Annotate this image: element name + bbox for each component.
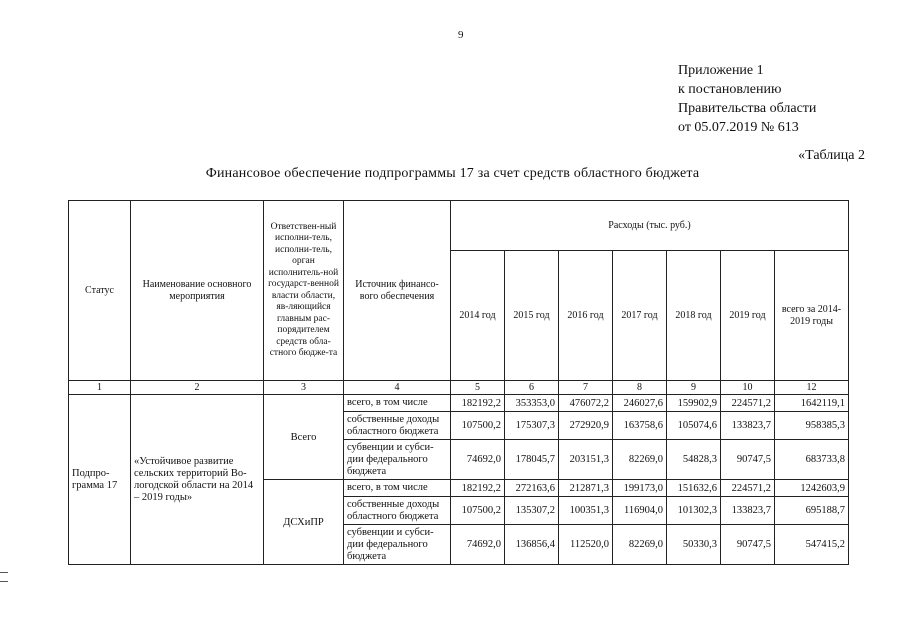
- value-cell: 50330,3: [667, 525, 721, 565]
- header-expenses: Расходы (тыс. руб.): [451, 201, 849, 251]
- value-cell: 133823,7: [721, 412, 775, 440]
- executor-cell: Всего: [264, 395, 344, 480]
- value-cell: 199173,0: [613, 480, 667, 497]
- column-number-row: [69, 381, 849, 395]
- value-cell: 74692,0: [451, 440, 505, 480]
- header-executor: Ответствен-ный исполни-тель, исполни-тель, орган исполнитель-ной государст-венной власти области, яв-ляющийся главным рас-порядителем средств обла-стного бюдже-та: [264, 201, 344, 381]
- value-cell: 54828,3: [667, 440, 721, 480]
- source-cell: субвенции и субси-дии федерального бюджета: [344, 440, 451, 480]
- source-cell: собственные доходы областного бюджета: [344, 497, 451, 525]
- source-cell: собственные доходы областного бюджета: [344, 412, 451, 440]
- column-number: 4: [344, 381, 451, 395]
- measure-name-cell: «Устойчивое развитие сельских территорий Во-логодской области на 2014 – 2019 годы»: [131, 395, 264, 565]
- column-number: 9: [667, 381, 721, 395]
- annex-line-3: Правительства области: [678, 101, 817, 116]
- value-cell: 74692,0: [451, 525, 505, 565]
- page-number: 9: [458, 29, 464, 41]
- value-cell: 212871,3: [559, 480, 613, 497]
- status-cell: Подпро-грамма 17: [69, 395, 131, 565]
- executor-cell: ДСХиПР: [264, 480, 344, 565]
- value-cell: 101302,3: [667, 497, 721, 525]
- value-cell: 90747,5: [721, 525, 775, 565]
- total-cell: 695188,7: [775, 497, 849, 525]
- column-number: 5: [451, 381, 505, 395]
- margin-mark: [0, 572, 8, 573]
- total-cell: 1642119,1: [775, 395, 849, 412]
- annex-line-1: Приложение 1: [678, 63, 764, 78]
- total-cell: 547415,2: [775, 525, 849, 565]
- value-cell: 105074,6: [667, 412, 721, 440]
- source-cell: всего, в том числе: [344, 480, 451, 497]
- value-cell: 272163,6: [505, 480, 559, 497]
- column-number: 1: [69, 381, 131, 395]
- source-cell: всего, в том числе: [344, 395, 451, 412]
- margin-mark: [0, 581, 8, 582]
- header-year: 2014 год: [451, 251, 505, 381]
- column-number: 7: [559, 381, 613, 395]
- table-row: [69, 395, 849, 412]
- column-number: 12: [775, 381, 849, 395]
- value-cell: 353353,0: [505, 395, 559, 412]
- value-cell: 224571,2: [721, 480, 775, 497]
- document-title: Финансовое обеспечение подпрограммы 17 за счет средств областного бюджета: [205, 166, 700, 181]
- value-cell: 272920,9: [559, 412, 613, 440]
- header-status: Статус: [69, 201, 131, 381]
- header-year: 2016 год: [559, 251, 613, 381]
- header-measure-name: Наименование основного мероприятия: [131, 201, 264, 381]
- annex-line-2: к постановлению: [678, 82, 782, 97]
- header-source: Источник финансо-вого обеспечения: [344, 201, 451, 381]
- value-cell: 112520,0: [559, 525, 613, 565]
- value-cell: 224571,2: [721, 395, 775, 412]
- value-cell: 151632,6: [667, 480, 721, 497]
- value-cell: 203151,3: [559, 440, 613, 480]
- column-number: 8: [613, 381, 667, 395]
- table-label: «Таблица 2: [798, 148, 865, 163]
- value-cell: 82269,0: [613, 440, 667, 480]
- value-cell: 135307,2: [505, 497, 559, 525]
- value-cell: 182192,2: [451, 395, 505, 412]
- value-cell: 246027,6: [613, 395, 667, 412]
- value-cell: 133823,7: [721, 497, 775, 525]
- annex-block: [678, 61, 816, 137]
- total-cell: 683733,8: [775, 440, 849, 480]
- column-number: 3: [264, 381, 344, 395]
- column-number: 6: [505, 381, 559, 395]
- source-cell: субвенции и субси-дии федерального бюджета: [344, 525, 451, 565]
- value-cell: 163758,6: [613, 412, 667, 440]
- financing-table: [68, 200, 849, 565]
- value-cell: 82269,0: [613, 525, 667, 565]
- value-cell: 159902,9: [667, 395, 721, 412]
- value-cell: 107500,2: [451, 412, 505, 440]
- header-year: 2019 год: [721, 251, 775, 381]
- total-cell: 1242603,9: [775, 480, 849, 497]
- column-number: 2: [131, 381, 264, 395]
- total-cell: 958385,3: [775, 412, 849, 440]
- value-cell: 107500,2: [451, 497, 505, 525]
- value-cell: 100351,3: [559, 497, 613, 525]
- header-year: 2018 год: [667, 251, 721, 381]
- value-cell: 116904,0: [613, 497, 667, 525]
- value-cell: 476072,2: [559, 395, 613, 412]
- column-number: 10: [721, 381, 775, 395]
- value-cell: 182192,2: [451, 480, 505, 497]
- header-year: 2017 год: [613, 251, 667, 381]
- header-total: всего за 2014-2019 годы: [775, 251, 849, 381]
- value-cell: 175307,3: [505, 412, 559, 440]
- value-cell: 90747,5: [721, 440, 775, 480]
- value-cell: 178045,7: [505, 440, 559, 480]
- header-year: 2015 год: [505, 251, 559, 381]
- value-cell: 136856,4: [505, 525, 559, 565]
- annex-line-4: от 05.07.2019 № 613: [678, 120, 799, 135]
